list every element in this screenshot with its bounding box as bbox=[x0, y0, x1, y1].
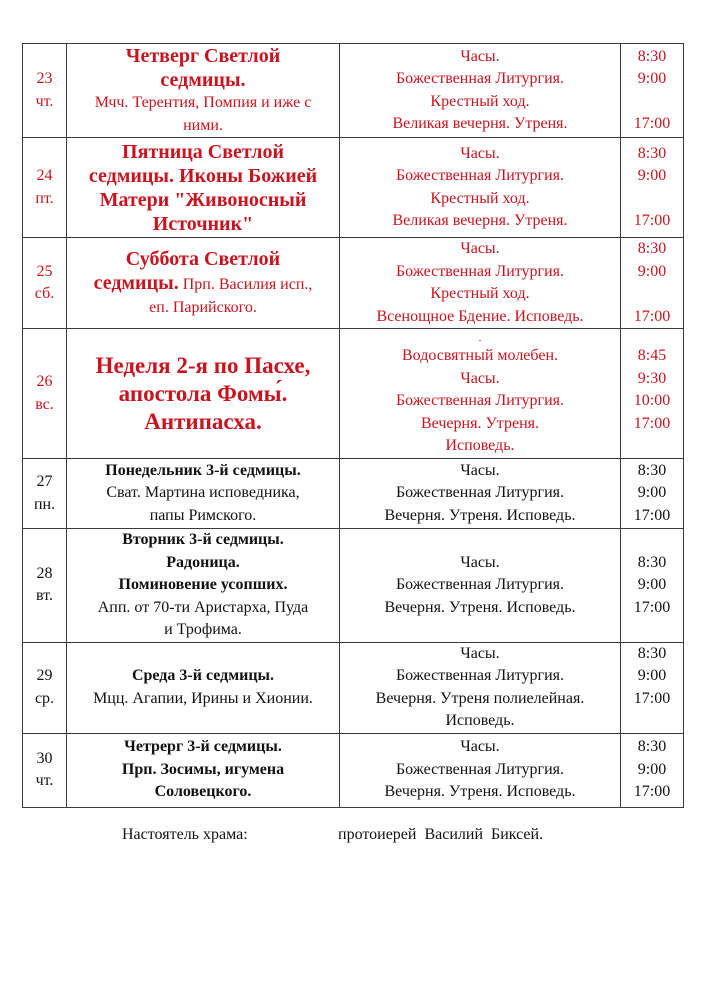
saint-note: папы Римского. bbox=[149, 506, 257, 524]
service-item: Часы. bbox=[460, 369, 500, 387]
service-item: Часы. bbox=[460, 461, 500, 479]
feast-cell bbox=[67, 642, 340, 733]
service-time: 9:00 bbox=[637, 667, 667, 684]
service-item: Часы. bbox=[460, 644, 500, 662]
schedule-row-23 bbox=[23, 44, 684, 138]
service-item: Водосвятный молебен. bbox=[401, 347, 558, 365]
service-time: 9:00 bbox=[637, 167, 667, 184]
rector-name: протоиерей Василий Биксей. bbox=[338, 826, 544, 843]
rector-label: Настоятель храма: bbox=[122, 826, 248, 843]
feast-title: Соловецкого. bbox=[154, 783, 252, 801]
service-item: Часы. bbox=[460, 144, 500, 162]
service-time: 17:00 bbox=[633, 689, 671, 707]
feast-title: Вторник 3-й седмицы. bbox=[122, 531, 284, 548]
service-time: 8:30 bbox=[637, 644, 667, 662]
saint-note: Мчч. Терентия, Помпия и иже с bbox=[94, 94, 312, 111]
service-time: 9:00 bbox=[637, 760, 667, 778]
service-time: 17:00 bbox=[633, 598, 671, 616]
feast-title: седмицы. Иконы Божией bbox=[88, 164, 318, 187]
saint-note: Апп. от 70-ти Аристарха, Пуда bbox=[97, 598, 309, 616]
time-spacer bbox=[621, 283, 683, 306]
times-cell bbox=[621, 329, 684, 459]
schedule-row-29 bbox=[23, 642, 684, 733]
date-cell bbox=[23, 44, 67, 138]
service-item: Божественная Литургия. bbox=[395, 167, 565, 184]
service-time: 17:00 bbox=[633, 115, 671, 132]
feast-title: Источник" bbox=[152, 212, 254, 235]
date-cell bbox=[23, 238, 67, 329]
service-item: Часы. bbox=[460, 240, 500, 257]
service-item: Божественная Литургия. bbox=[395, 576, 565, 593]
service-time: 17:00 bbox=[633, 783, 671, 801]
services-cell bbox=[340, 238, 621, 329]
service-time: 17:00 bbox=[633, 506, 671, 524]
times-cell bbox=[621, 529, 684, 643]
times-cell bbox=[621, 733, 684, 807]
feast-title: Четверг Светлой bbox=[125, 45, 281, 67]
service-item: Крестный ход. bbox=[430, 92, 530, 110]
weekday: пт. bbox=[35, 189, 54, 207]
service-item: Часы. bbox=[460, 738, 500, 756]
feast-cell bbox=[67, 459, 340, 529]
saint-note: Мцц. Агапии, Ирины и Хионии. bbox=[93, 689, 313, 707]
time-spacer bbox=[621, 91, 683, 114]
feast-title: Поминовение усопших. bbox=[118, 576, 288, 593]
feast-title: седмицы. bbox=[160, 69, 246, 91]
service-item: Великая вечерня. Утреня. bbox=[392, 115, 568, 132]
weekday: вт. bbox=[36, 587, 53, 605]
date-cell bbox=[23, 329, 67, 459]
feast-title: Среда 3-й седмицы. bbox=[131, 667, 275, 684]
service-item: Крестный ход. bbox=[430, 285, 530, 302]
service-time: 8:30 bbox=[637, 47, 667, 65]
service-item: Божественная Литургия. bbox=[395, 392, 565, 410]
times-cell bbox=[621, 138, 684, 238]
day-number: 23 bbox=[36, 70, 53, 87]
service-item: Вечерня. Утреня. Исповедь. bbox=[384, 783, 576, 801]
service-item: Исповедь. bbox=[445, 712, 515, 729]
service-item: Божественная Литургия. bbox=[395, 760, 565, 778]
schedule-row-28 bbox=[23, 529, 684, 643]
service-time: 8:45 bbox=[637, 347, 667, 365]
service-item: Всенощное Бдение. Исповедь. bbox=[376, 307, 584, 325]
day-number: 30 bbox=[36, 749, 53, 767]
saint-note: и Трофима. bbox=[164, 621, 242, 638]
feast-cell bbox=[67, 329, 340, 459]
service-time: 17:00 bbox=[633, 414, 671, 432]
schedule-table bbox=[22, 43, 684, 808]
service-item: Часы. bbox=[460, 47, 500, 65]
day-number: 27 bbox=[36, 473, 53, 490]
service-time: 17:00 bbox=[633, 212, 671, 229]
saint-note: Сват. Мартина исповедника, bbox=[106, 484, 300, 502]
services-cell bbox=[340, 329, 621, 459]
times-cell bbox=[621, 642, 684, 733]
day-number: 24 bbox=[36, 167, 53, 184]
schedule-row-24 bbox=[23, 138, 684, 238]
schedule-row-25 bbox=[23, 238, 684, 329]
day-number: 25 bbox=[36, 262, 53, 280]
saint-note: еп. Парийского. bbox=[149, 298, 257, 316]
service-item: Крестный ход. bbox=[430, 189, 530, 207]
feast-title: Пятница Светлой bbox=[122, 140, 284, 163]
weekday: ср. bbox=[34, 689, 55, 707]
date-cell bbox=[23, 733, 67, 807]
schedule-row-26 bbox=[23, 329, 684, 459]
service-time: 17:00 bbox=[633, 307, 671, 325]
feast-cell bbox=[67, 529, 340, 643]
day-number: 26 bbox=[36, 373, 53, 390]
saint-note: ними. bbox=[183, 116, 223, 134]
service-item: Вечерня. Утреня. Исповедь. bbox=[384, 598, 576, 616]
time-spacer bbox=[621, 435, 683, 458]
weekday: вс. bbox=[35, 395, 54, 413]
service-item: Божественная Литургия. bbox=[395, 667, 565, 684]
date-cell bbox=[23, 642, 67, 733]
service-time: 8:30 bbox=[637, 461, 667, 479]
service-time: 9:00 bbox=[637, 70, 667, 87]
service-time: 9:30 bbox=[637, 369, 667, 387]
service-time: 8:30 bbox=[637, 240, 667, 257]
service-time: 10:00 bbox=[633, 392, 671, 410]
weekday: сб. bbox=[34, 285, 55, 302]
service-dot: . bbox=[478, 330, 482, 345]
services-cell bbox=[340, 44, 621, 138]
services-cell bbox=[340, 459, 621, 529]
feast-title: апостола Фомы́. bbox=[118, 380, 288, 406]
feast-cell bbox=[67, 44, 340, 138]
feast-title: Радоница. bbox=[166, 553, 240, 571]
schedule-row-30 bbox=[23, 733, 684, 807]
service-item: Исповедь. bbox=[445, 437, 515, 455]
service-time: 9:00 bbox=[637, 484, 667, 502]
service-item: Вечерня. Утреня. Исповедь. bbox=[384, 506, 576, 524]
services-cell bbox=[340, 529, 621, 643]
date-cell bbox=[23, 529, 67, 643]
service-item: Часы. bbox=[460, 553, 500, 571]
service-item: Божественная Литургия. bbox=[395, 70, 565, 87]
feast-title: Прп. Зосимы, игумена bbox=[121, 760, 285, 778]
date-cell bbox=[23, 459, 67, 529]
day-number: 29 bbox=[36, 667, 53, 684]
feast-title: Антипасха. bbox=[144, 408, 262, 434]
services-cell bbox=[340, 733, 621, 807]
feast-title: Понедельник 3-й седмицы. bbox=[105, 461, 301, 479]
time-spacer bbox=[621, 188, 683, 211]
times-cell bbox=[621, 459, 684, 529]
weekday: чт. bbox=[35, 92, 54, 110]
service-item: Вечерня. Утреня полиелейная. bbox=[375, 689, 585, 707]
feast-cell bbox=[67, 238, 340, 329]
feast-title: Матери "Живоносный bbox=[99, 188, 307, 211]
feast-title: Суббота Светлой bbox=[125, 248, 281, 270]
weekday: пн. bbox=[33, 495, 56, 513]
weekday: чт. bbox=[35, 772, 54, 789]
service-time: 9:00 bbox=[637, 576, 667, 593]
day-number: 28 bbox=[36, 564, 53, 582]
feast-cell bbox=[67, 733, 340, 807]
service-item: Вечерня. Утреня. bbox=[421, 414, 539, 432]
service-time: 9:00 bbox=[637, 262, 667, 280]
services-cell bbox=[340, 138, 621, 238]
feast-title: Четрерг 3-й седмицы. bbox=[124, 738, 282, 756]
service-time: 8:30 bbox=[637, 553, 667, 571]
saint-note: Прп. Василия исп., bbox=[182, 276, 313, 293]
service-item: Божественная Литургия. bbox=[395, 262, 565, 280]
service-item: Великая вечерня. Утреня. bbox=[392, 212, 568, 229]
feast-title: Неделя 2-я по Пасхе, bbox=[95, 352, 311, 378]
times-cell bbox=[621, 44, 684, 138]
date-cell bbox=[23, 138, 67, 238]
service-time: 8:30 bbox=[637, 738, 667, 756]
times-cell bbox=[621, 238, 684, 329]
services-cell bbox=[340, 642, 621, 733]
feast-cell bbox=[67, 138, 340, 238]
service-time: 8:30 bbox=[637, 144, 667, 162]
time-spacer bbox=[621, 710, 683, 733]
schedule-row-27 bbox=[23, 459, 684, 529]
feast-title: седмицы. bbox=[93, 272, 179, 294]
service-item: Божественная Литургия. bbox=[395, 484, 565, 502]
